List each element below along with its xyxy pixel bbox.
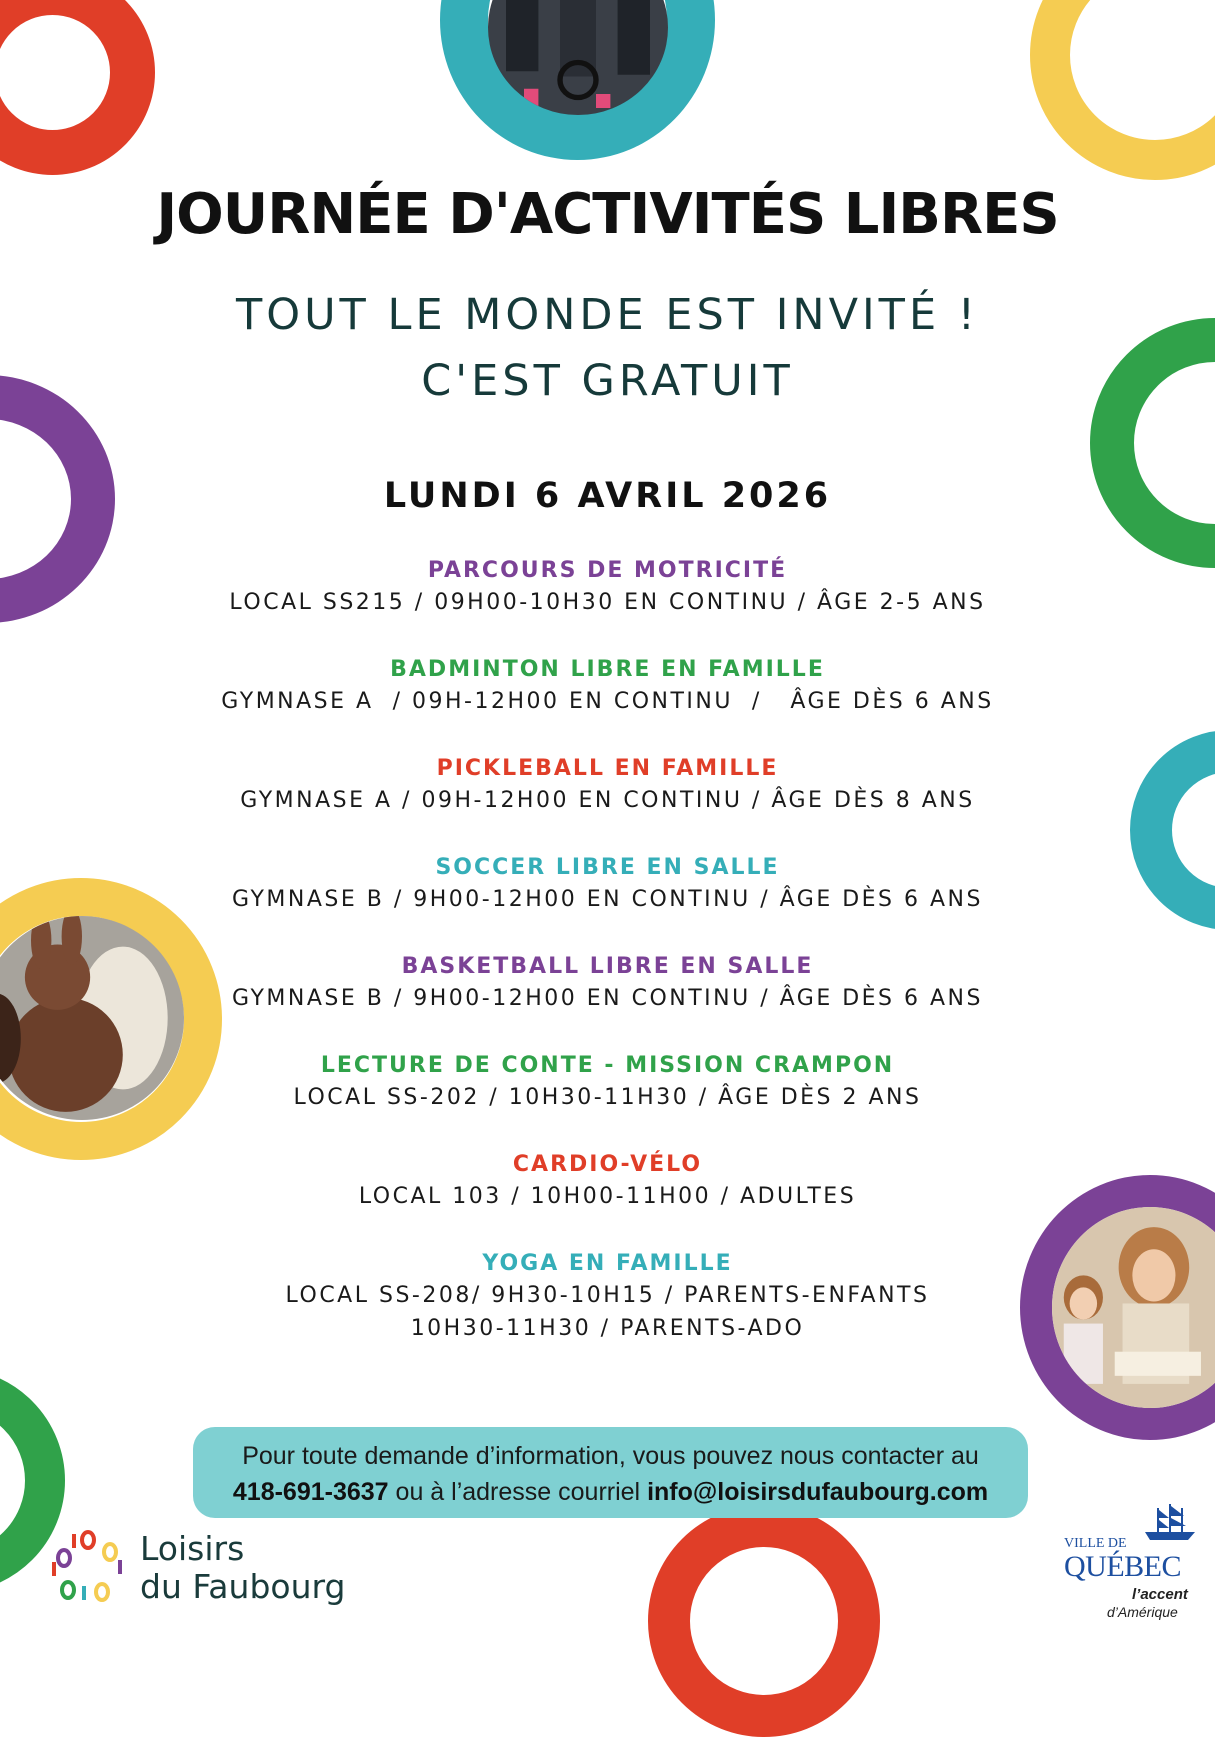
activity-name: BASKETBALL LIBRE EN SALLE [401, 954, 814, 979]
activity-details: GYMNASE B / 9H00-12H00 EN CONTINU / ÂGE DÈS 6 ANS [232, 887, 983, 912]
activity-family-yoga [0, 1249, 1215, 1345]
activity-details-second-line: 10H30-11H30 / PARENTS-ADO [410, 1316, 805, 1341]
activity-pickleball [0, 754, 1215, 817]
activity-name: LECTURE DE CONTE - MISSION CRAMPON [320, 1053, 895, 1078]
contact-intro: Pour toute demande d’information, vous pouvez nous contacter au [242, 1442, 979, 1470]
activity-soccer [0, 853, 1215, 916]
activity-details: LOCAL 103 / 10H00-11H00 / ADULTES [358, 1184, 857, 1209]
activity-name: YOGA EN FAMILLE [482, 1251, 733, 1276]
contact-connector: ou à l’adresse courriel [388, 1478, 648, 1506]
activity-details: GYMNASE A / 09H-12H00 EN CONTINU / ÂGE DÈS 6 ANS [221, 689, 994, 714]
activity-cardio-bike [0, 1150, 1215, 1213]
activity-name: PICKLEBALL EN FAMILLE [436, 756, 779, 781]
subtitle-invite: TOUT LE MONDE EST INVITÉ ! [235, 290, 980, 340]
red-ring-top-left [0, 0, 155, 175]
contact-phone[interactable]: 418-691-3637 [232, 1478, 389, 1506]
activity-details: LOCAL SS215 / 09H00-10H30 EN CONTINU / ÂGE 2-5 ANS [229, 590, 986, 615]
logo-ville-de: VILLE DE [1064, 1536, 1127, 1551]
red-ring-bottom-center [648, 1505, 880, 1737]
activity-name: BADMINTON LIBRE EN FAMILLE [390, 657, 825, 682]
contact-email[interactable]: info@loisirsdufaubourg.com [647, 1478, 989, 1506]
logo-accent: l’accent [1132, 1586, 1188, 1603]
page-title: JOURNÉE D'ACTIVITÉS LIBRES [156, 182, 1059, 247]
activity-story-reading [0, 1051, 1215, 1114]
ship-icon [1140, 1502, 1200, 1542]
yellow-ring-top-right [1030, 0, 1215, 180]
activity-badminton [0, 655, 1215, 718]
logo-text-line2: du Faubourg [140, 1567, 346, 1606]
activity-details: GYMNASE A / 09H-12H00 EN CONTINU / ÂGE DÈS 8 ANS [240, 788, 975, 813]
activity-name: CARDIO-VÉLO [512, 1152, 703, 1177]
activity-basketball [0, 952, 1215, 1015]
ville-de-quebec-logo [1062, 1500, 1212, 1620]
contact-info-box [193, 1427, 1028, 1518]
activity-details: LOCAL SS-202 / 10H30-11H30 / ÂGE DÈS 2 ANS [293, 1085, 922, 1110]
event-date: LUNDI 6 AVRIL 2026 [383, 476, 832, 516]
activity-name: SOCCER LIBRE EN SALLE [435, 855, 780, 880]
activity-details: LOCAL SS-208/ 9H30-10H15 / PARENTS-ENFANTS [285, 1283, 930, 1308]
activity-motor-course [0, 556, 1215, 619]
activity-name: PARCOURS DE MOTRICITÉ [427, 558, 788, 583]
subtitle-free: C'EST GRATUIT [421, 356, 794, 406]
activity-details: GYMNASE B / 9H00-12H00 EN CONTINU / ÂGE DÈS 6 ANS [232, 986, 983, 1011]
logo-amerique: d’Amérique [1107, 1604, 1178, 1620]
logo-quebec: QUÉBEC [1064, 1550, 1181, 1583]
loisirs-logo-icon [48, 1530, 128, 1610]
loisirs-du-faubourg-logo [48, 1530, 378, 1610]
logo-text-line1: Loisirs [140, 1529, 245, 1568]
